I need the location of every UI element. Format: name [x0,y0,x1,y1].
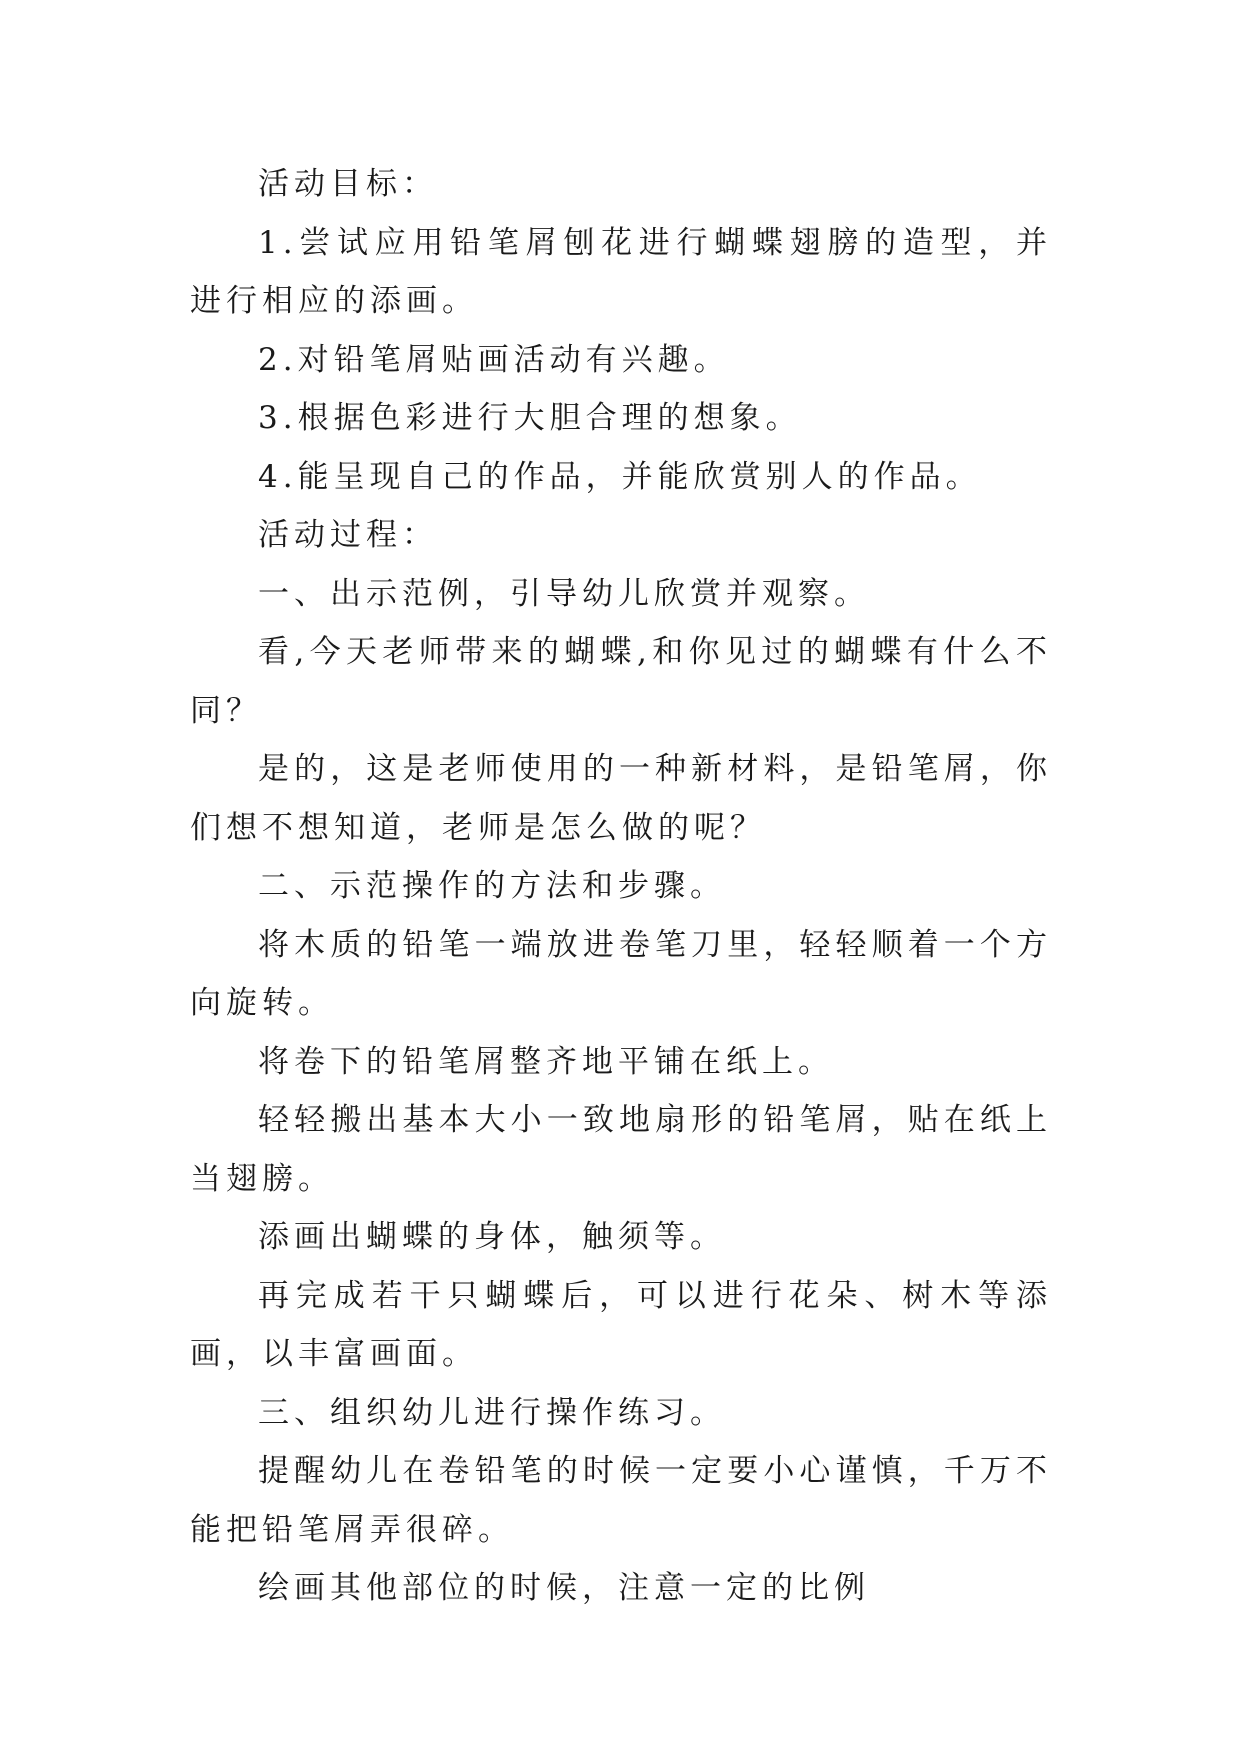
step-heading-3: 三、组织幼儿进行操作练习。 [258,1394,726,1431]
goal-item-3: 3.根据色彩进行大胆合理的想象。 [258,400,802,436]
section-heading-goals: 活动目标： [258,166,438,202]
section-heading-process: 活动过程： [258,517,438,553]
step-heading-2: 二、示范操作的方法和步骤。 [258,868,726,904]
goal-item-2: 2.对铅笔屑贴画活动有兴趣。 [258,341,730,378]
body-paragraph: 将木质的铅笔一端放进卷笔刀里，轻轻顺着一个方向旋转。 [190,926,1052,1021]
body-paragraph: 看,今天老师带来的蝴蝶,和你见过的蝴蝶有什么不同？ [190,634,1052,729]
step-heading-1: 一、出示范例，引导幼儿欣赏并观察。 [258,575,870,612]
body-paragraph: 轻轻搬出基本大小一致地扇形的铅笔屑，贴在纸上当翅膀。 [190,1102,1052,1197]
body-paragraph: 是的，这是老师使用的一种新材料，是铅笔屑，你们想不想知道，老师是怎么做的呢？ [190,751,1052,846]
body-paragraph: 提醒幼儿在卷铅笔的时候一定要小心谨慎，千万不能把铅笔屑弄很碎。 [190,1453,1052,1548]
goal-item-4: 4.能呈现自己的作品，并能欣赏别人的作品。 [258,458,982,495]
body-paragraph: 将卷下的铅笔屑整齐地平铺在纸上。 [258,1043,834,1080]
goal-item-1: 1.尝试应用铅笔屑刨花进行蝴蝶翅膀的造型，并进行相应的添画。 [190,224,1052,319]
body-paragraph: 绘画其他部位的时候，注意一定的比例 [258,1570,870,1606]
body-paragraph: 再完成若干只蝴蝶后，可以进行花朵、树木等添画，以丰富画面。 [190,1277,1052,1372]
body-paragraph: 添画出蝴蝶的身体，触须等。 [258,1219,726,1255]
document-body [190,155,1052,1618]
